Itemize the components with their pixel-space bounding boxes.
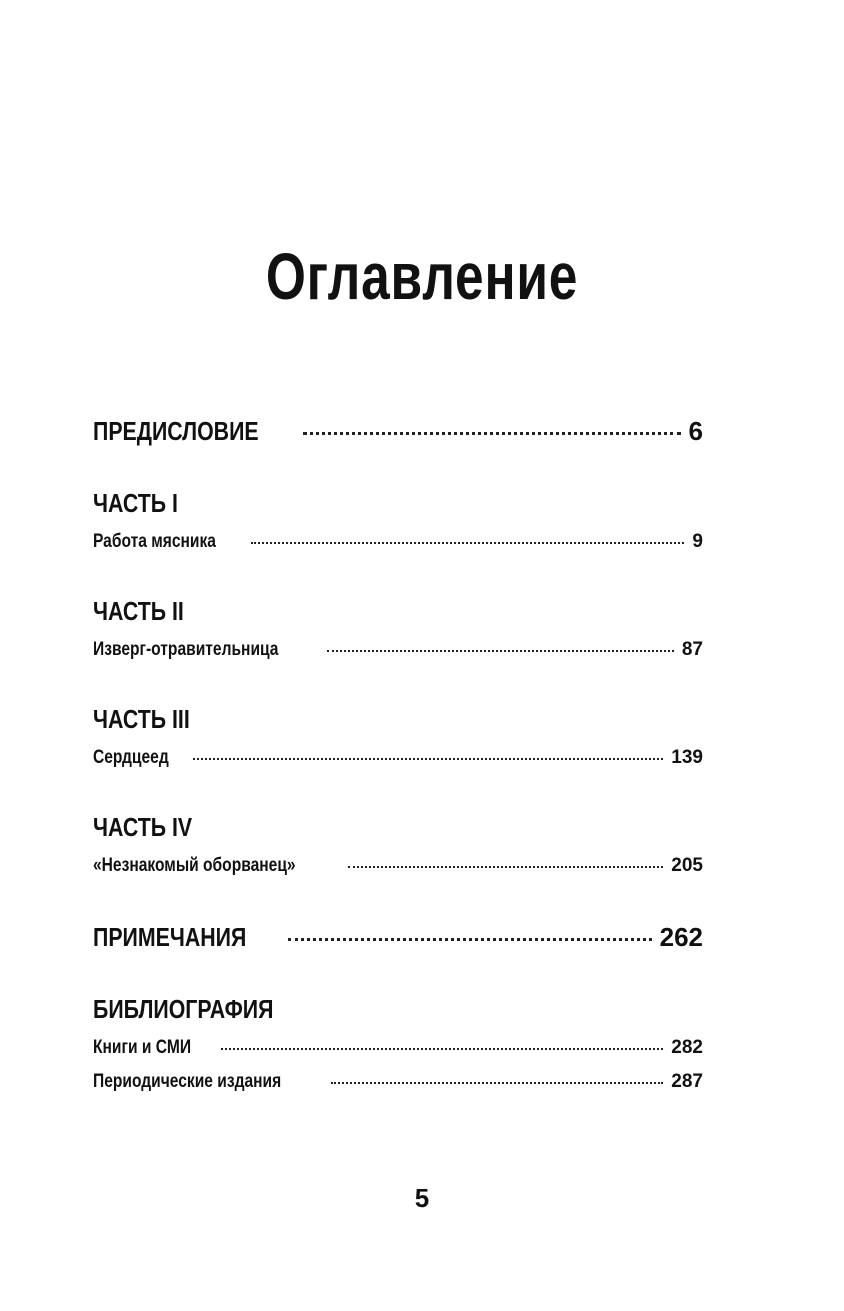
toc-entry-label: «Незнакомый оборванец»	[93, 855, 296, 876]
toc-entry[interactable]	[93, 744, 703, 770]
toc-entry-preface[interactable]	[93, 414, 703, 448]
toc-entry-notes[interactable]	[93, 920, 703, 954]
toc-entry-page: 139	[671, 747, 703, 768]
toc-entry-label: ПРЕДИСЛОВИЕ	[93, 416, 259, 446]
toc-entry[interactable]	[93, 1034, 703, 1060]
part-heading: ЧАСТЬ III	[93, 704, 190, 734]
toc-entry[interactable]	[93, 528, 703, 554]
toc-entry-page: 9	[692, 531, 703, 552]
toc-entry-label: Периодические издания	[93, 1071, 282, 1092]
toc-entry-label: Сердцеед	[93, 747, 169, 768]
leader-dots	[327, 636, 674, 655]
leader-dots	[193, 744, 663, 763]
toc-entry-label: ПРИМЕЧАНИЯ	[93, 922, 247, 952]
part-heading: ЧАСТЬ IV	[93, 812, 193, 842]
toc-entry[interactable]	[93, 1068, 703, 1094]
toc-entry-label: Работа мясника	[93, 531, 216, 552]
toc-entry-page: 6	[688, 416, 703, 446]
leader-dots	[303, 414, 681, 440]
toc-entry[interactable]	[93, 636, 703, 662]
toc-entry-label: Книги и СМИ	[93, 1037, 192, 1058]
leader-dots	[221, 1034, 664, 1053]
page-title: Оглавление	[265, 239, 579, 313]
part-heading: ЧАСТЬ I	[93, 488, 178, 518]
leader-dots	[288, 920, 652, 946]
bibliography-heading: БИБЛИОГРАФИЯ	[93, 994, 274, 1024]
leader-dots	[251, 528, 684, 547]
toc-entry-page: 287	[671, 1071, 703, 1092]
toc-entry-label: Изверг-отравительница	[93, 639, 279, 660]
part-heading: ЧАСТЬ II	[93, 596, 184, 626]
toc-entry-page: 87	[681, 639, 703, 660]
page-number: 5	[414, 1183, 430, 1213]
leader-dots	[348, 852, 663, 871]
toc-entry[interactable]	[93, 852, 703, 878]
toc-entry-page: 262	[659, 922, 703, 952]
toc-entry-page: 282	[671, 1037, 703, 1058]
leader-dots	[331, 1068, 664, 1087]
toc-entry-page: 205	[671, 855, 703, 876]
